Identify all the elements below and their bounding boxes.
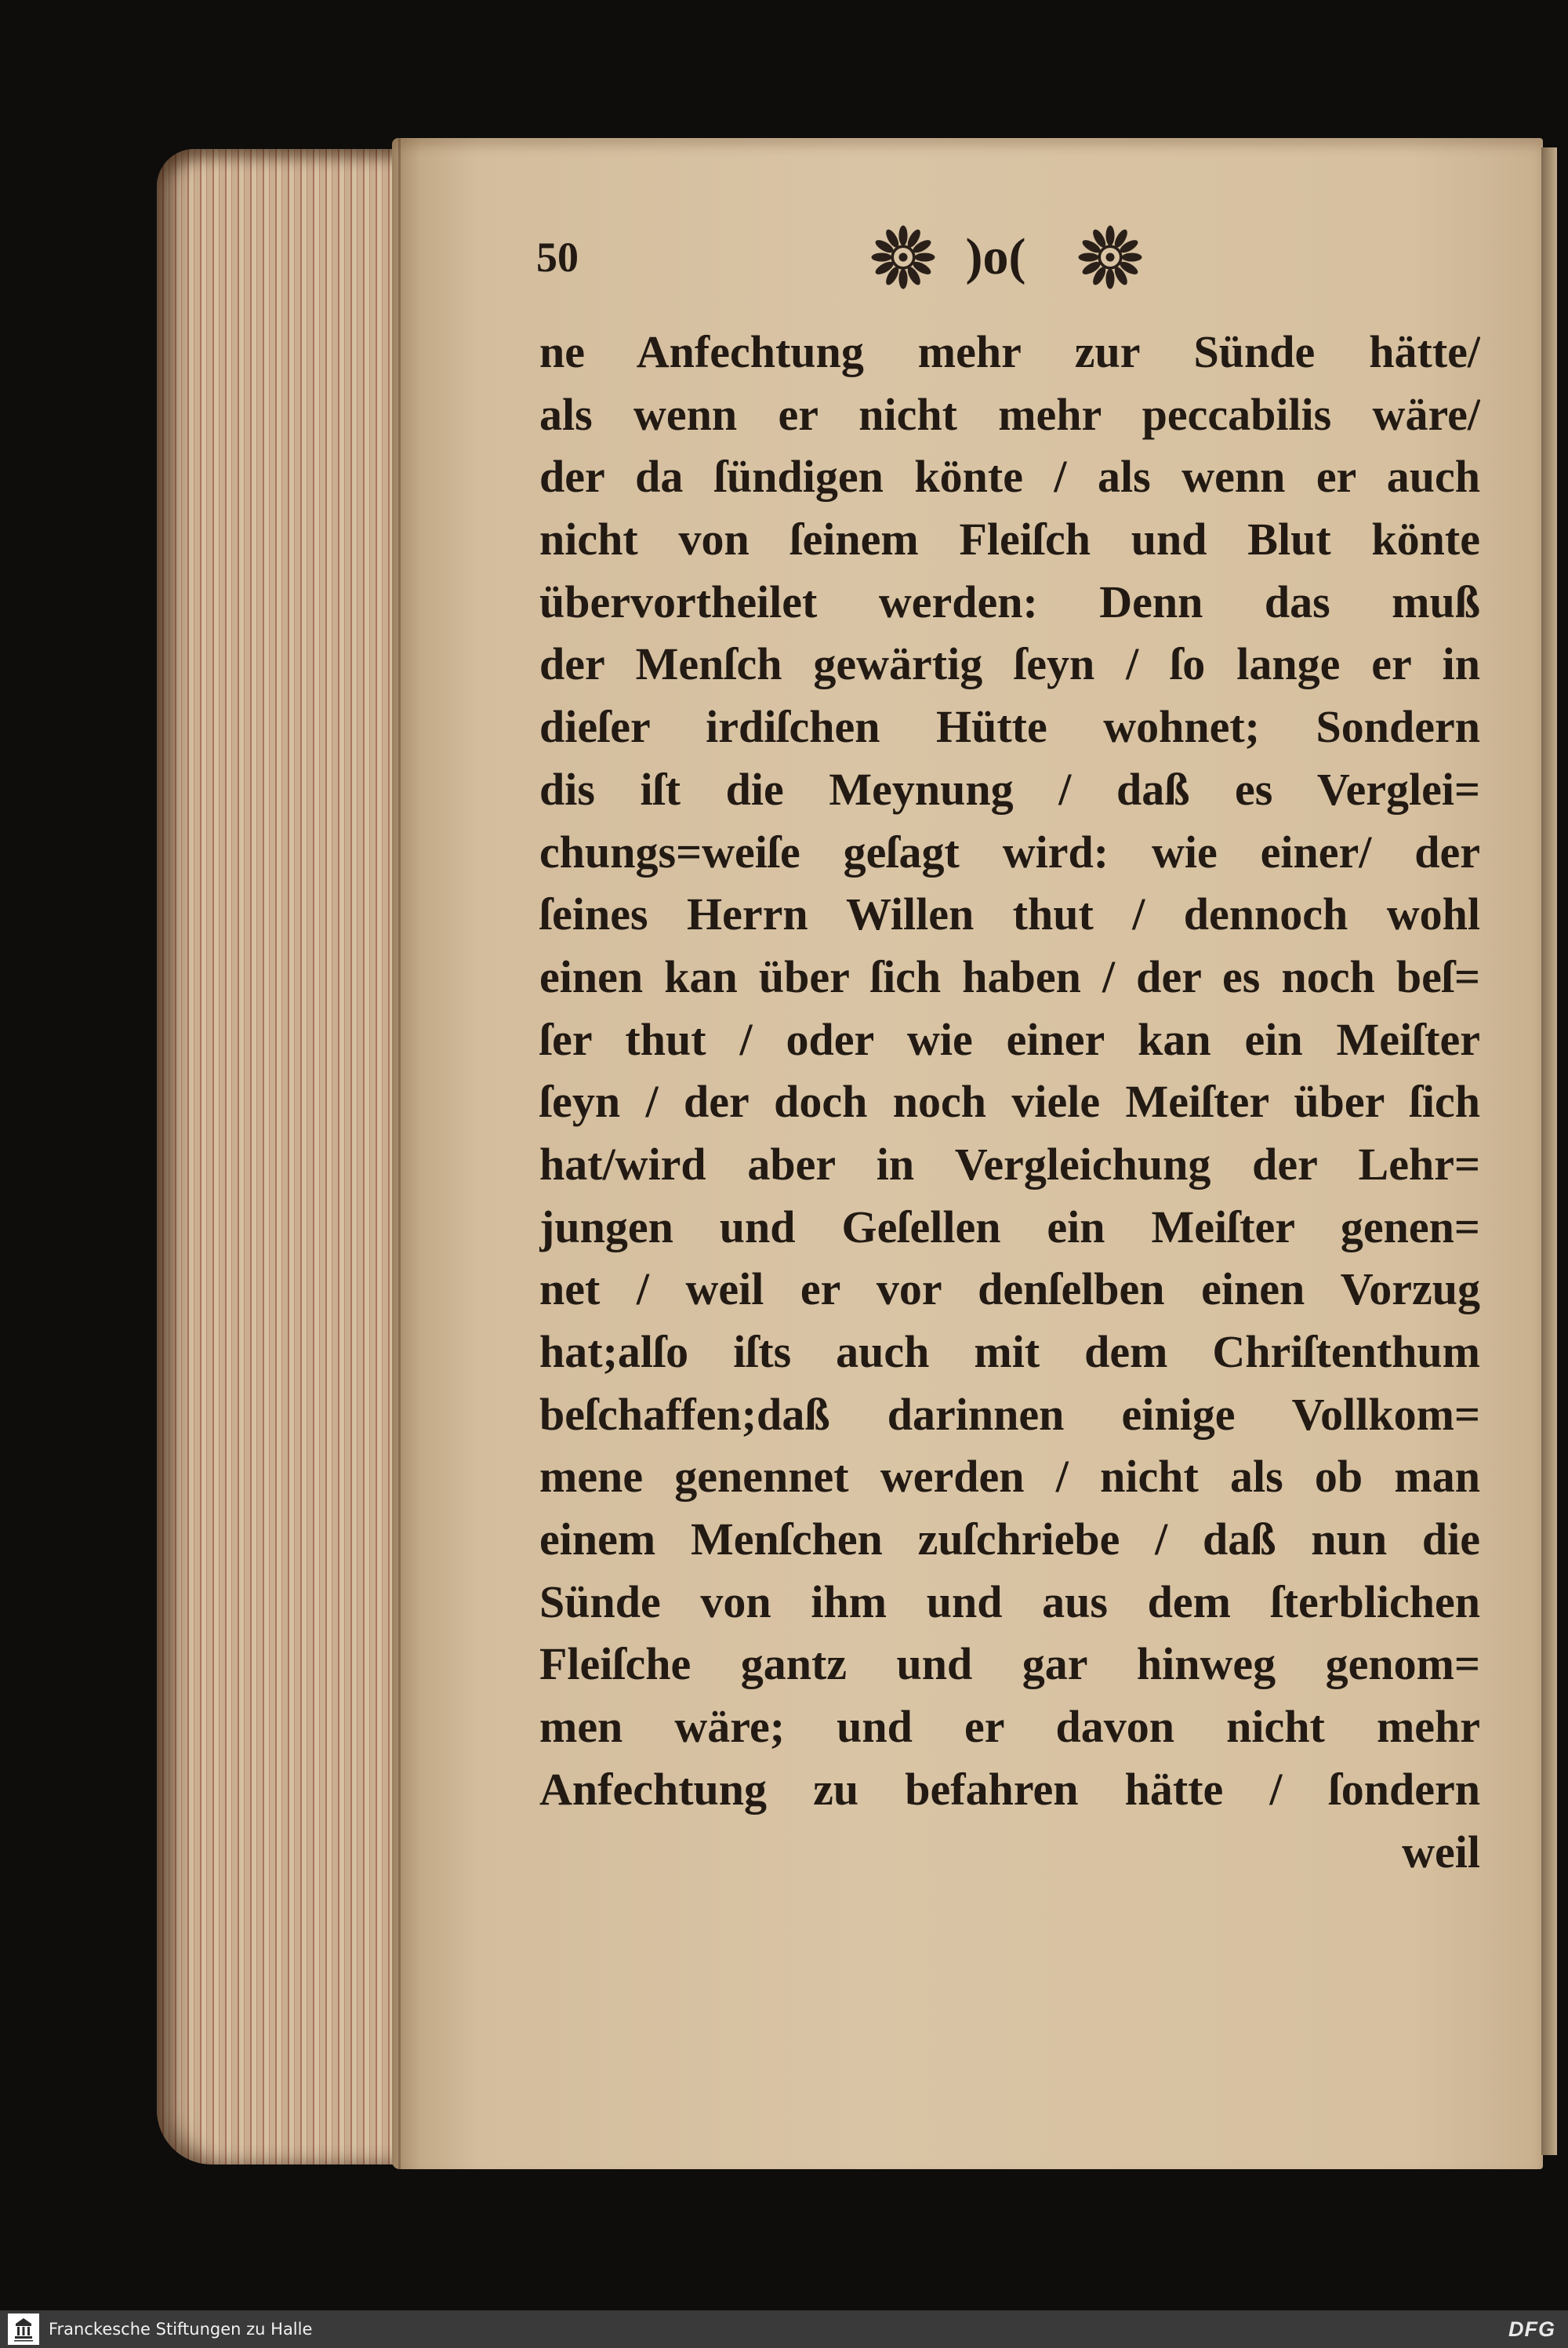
page-number: 50 (536, 234, 579, 281)
page-gutter-crease (398, 138, 401, 2169)
catchword: weil (1402, 1826, 1480, 1877)
header-ornament-text: )o( (965, 228, 1026, 285)
dfg-logo: DFG (1508, 2317, 1555, 2341)
text-line: chungs=weiſe geſagt wird: wie einer/ der (539, 826, 1480, 878)
text-line: einem Menſchen zuſchriebe / daß nun die (539, 1514, 1480, 1565)
text-line: Anfechtung zu befahren hätte / ſondern (539, 1763, 1480, 1815)
text-line: nicht von ſeinem Fleiſch und Blut könte (539, 514, 1480, 565)
footer-bar (0, 2310, 1568, 2348)
floral-ornament-icon (1074, 221, 1146, 293)
text-line: hat/wird aber in Vergleichung der Lehr= (539, 1138, 1480, 1190)
text-line: dis iſt die Meynung / daß es Verglei= (539, 763, 1480, 815)
text-line: ſer thut / oder wie einer kan ein Meiſter (539, 1013, 1480, 1065)
book-page-edges (157, 149, 408, 2164)
text-block (539, 321, 1480, 1821)
text-line: hat;alſo iſts auch mit dem Chriſtenthum (539, 1326, 1480, 1377)
text-line: der da ſündigen könte / als wenn er auch (539, 451, 1480, 503)
institution-name: Franckesche Stiftungen zu Halle (49, 2320, 313, 2339)
text-line: mene genennet werden / nicht als ob man (539, 1451, 1480, 1503)
text-line: übervortheilet werden: Denn das muß (539, 576, 1480, 627)
next-page-edge (1541, 147, 1557, 2155)
text-line: beſchaffen;daß darinnen einige Vollkom= (539, 1388, 1480, 1440)
text-line: ne Anfechtung mehr zur Sünde hätte/ (539, 326, 1480, 377)
text-line: net / weil er vor denſelben einen Vorzug (539, 1263, 1480, 1315)
library-seal-icon (8, 2313, 39, 2345)
text-line: Fleiſche gantz und gar hinweg genom= (539, 1638, 1480, 1690)
text-line: ſeines Herrn Willen thut / dennoch wohl (539, 889, 1480, 940)
text-line: als wenn er nicht mehr peccabilis wäre/ (539, 388, 1480, 440)
text-line: jungen und Geſellen ein Meiſter genen= (539, 1201, 1480, 1252)
text-line: men wäre; und er davon nicht mehr (539, 1701, 1480, 1753)
text-line: Sünde von ihm und aus dem ſterblichen (539, 1576, 1480, 1627)
text-line: ſeyn / der doch noch viele Meiſter über ſich (539, 1076, 1480, 1128)
text-line: der Menſch gewärtig ſeyn / ſo lange er in (539, 638, 1480, 690)
floral-ornament-icon (867, 221, 939, 293)
text-line: einen kan über ſich haben / der es noch beſ= (539, 950, 1480, 1002)
text-line: dieſer irdiſchen Hütte wohnet; Sondern (539, 701, 1480, 753)
